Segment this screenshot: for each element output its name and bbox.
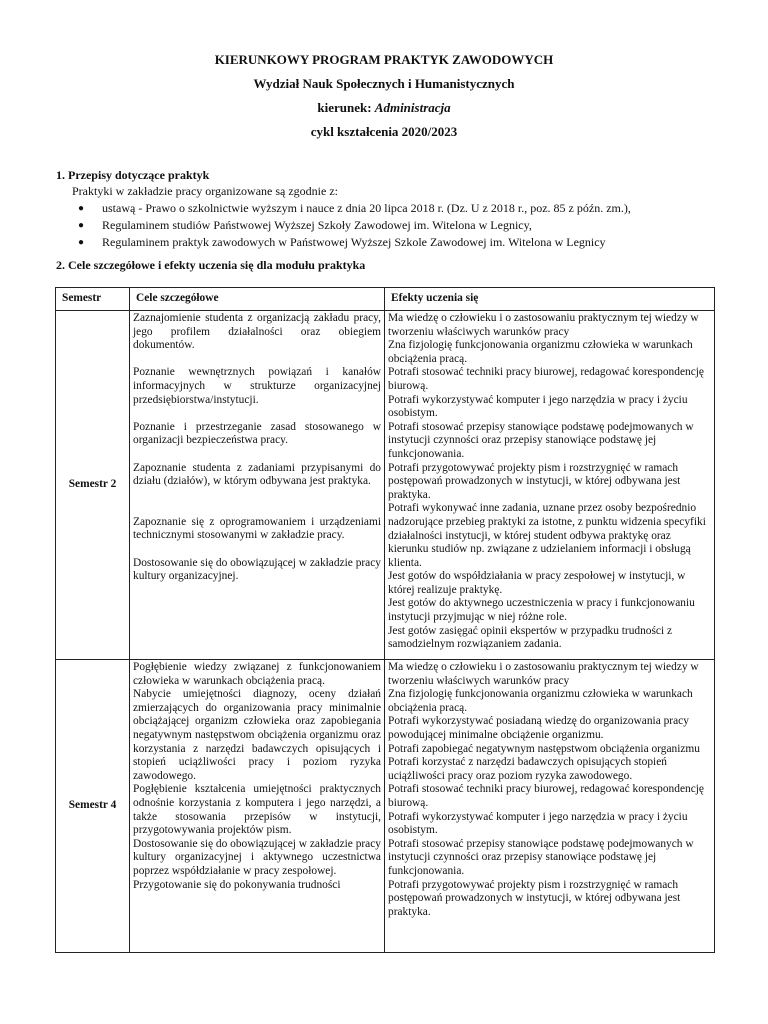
major-label: kierunek: [317, 100, 372, 115]
document-title: KIERUNKOWY PROGRAM PRAKTYK ZAWODOWYCH [214, 52, 554, 67]
effect-item: Jest gotów zasięgać opinii ekspertów w przypadku trudności z samodzielnym rozwiązaniem zadania. [388, 624, 673, 651]
table-row [56, 311, 715, 660]
list-item: ● Regulaminem studiów Państwowej Wyższej Szkoły Zawodowej im. Witelona w Legnicy, [78, 218, 532, 232]
effect-item: Potrafi wykorzystywać komputer i jego narzędzia w pracy i życiu osobistym. [388, 393, 688, 420]
table-row [56, 660, 715, 953]
semester-cell: Semestr 4 [56, 660, 130, 953]
header-effects: Efekty uczenia się [385, 288, 715, 311]
list-item: ● ustawą - Prawo o szkolnictwie wyższym i nauce z dnia 20 lipca 2018 r. (Dz. U z 2018 r., poz. 85 z późn. zm.), [78, 201, 631, 215]
effect-item: Potrafi przygotowywać projekty pism i rozstrzygnięć w ramach postępowań prowadzonych w instytucji, w której odbywana jest praktyka. [388, 461, 681, 501]
goal-item: Zapoznanie się z oprogramowaniem i urządzeniami technicznymi stosowanymi w zakładzie pracy. [133, 515, 381, 542]
goals-cell [130, 311, 385, 660]
goal-item: Poznanie wewnętrznych powiązań i kanałów informacyjnych w strukturze organizacyjnej przedsiębiorstwa/instytucji. [133, 366, 381, 406]
goal-item: Zapoznanie studenta z zadaniami przypisanymi do działu (działów), w którym odbywana jest praktyka. [133, 461, 381, 488]
goal-item: Dostosowanie się do obowiązującej w zakładzie pracy kultury organizacyjnej. [133, 556, 381, 583]
effect-item: Zna fizjologię funkcjonowania organizmu człowieka w warunkach obciążenia pracą. [388, 339, 693, 365]
effect-item: Potrafi wykorzystywać komputer i jego narzędzia w pracy i życiu osobistym. [388, 810, 688, 837]
goal-item: Dostosowanie się do obowiązującej w zakładzie pracy kultury organizacyjnej i aktywnego uczestnictwa poprzez współdziałanie w pracy zespołowej. [133, 837, 381, 877]
effect-item: Potrafi stosować techniki pracy biurowej, redagować korespondencję biurową. [388, 366, 704, 392]
effect-item: Potrafi zapobiegać negatywnym następstwom obciążenia organizmu [388, 742, 700, 755]
goal-item: Przygotowanie się do pokonywania trudności [133, 878, 341, 891]
bullet-icon: ● [78, 203, 85, 214]
table-header-row [56, 288, 715, 311]
regulations-list [78, 200, 631, 251]
goal-item: Pogłębienie kształcenia umiejętności praktycznych odnośnie korzystania z komputera i jego narzędzi, a także stosowania przepisów w instytucji, przygotowywania projektów pism. [133, 783, 381, 837]
effect-item: Potrafi stosować przepisy stanowiące podstawę podejmowanych w instytucji czynności oraz przepisy stanowiące podstawę jej funkcjonowania. [388, 837, 694, 877]
section-2-title: 2. Cele szczegółowe i efekty uczenia się dla modułu praktyka [56, 258, 366, 272]
effect-item: Jest gotów do aktywnego uczestniczenia w pracy i funkcjonowaniu instytucji przyjmując w niej różne role. [388, 597, 695, 624]
practice-program-table [55, 287, 715, 953]
major-line [0, 100, 768, 116]
effect-item: Potrafi przygotowywać projekty pism i rozstrzygnięć w ramach postępowań prowadzonych w instytucji, w której odbywana jest praktyka. [388, 878, 681, 918]
goal-item: Zaznajomienie studenta z organizacją zakładu pracy, jego profilem działalności oraz obiegiem dokumentów. [133, 312, 381, 352]
bullet-icon: ● [78, 220, 85, 231]
effect-item: Potrafi wykorzystywać posiadaną wiedzę do organizowania pracy powodującej minimalne obciążenie organizmu. [388, 715, 689, 741]
goals-cell [130, 660, 385, 953]
section-1-title: 1. Przepisy dotyczące praktyk [56, 168, 210, 182]
effect-item: Potrafi stosować techniki pracy biurowej, redagować korespondencję biurową. [388, 783, 704, 809]
semester-cell: Semestr 2 [56, 311, 130, 660]
major-value: Administracja [374, 100, 451, 115]
effect-item: Ma wiedzę o człowieku i o zastosowaniu praktycznym tej wiedzy w tworzeniu właściwych warunków pracy [388, 312, 699, 338]
effect-item: Zna fizjologię funkcjonowania organizmu człowieka w warunkach obciążenia pracą. [388, 688, 693, 714]
effects-cell [385, 311, 715, 660]
effects-cell [385, 660, 715, 953]
effect-item: Jest gotów do współdziałania w pracy zespołowej w instytucji, w której realizuje praktykę. [388, 570, 686, 596]
bullet-icon: ● [78, 237, 85, 248]
goal-item: Poznanie i przestrzeganie zasad stosowanego w organizacji bezpieczeństwa pracy. [133, 420, 381, 447]
section-1-intro: Praktyki w zakładzie pracy organizowane są zgodnie z: [72, 184, 339, 198]
header-semester: Semestr [56, 288, 130, 311]
effect-item: Potrafi wykonywać inne zadania, uznane przez osoby bezpośrednio nadzorujące przebieg praktyki za istotne, z punktu widzenia specyfiki działalności instytucji, w której student odbywa praktykę oraz kierunku studiów np. związane z udzielaniem informacji i obsługą klienta. [388, 502, 706, 569]
effect-item: Ma wiedzę o człowieku i o zastosowaniu praktycznym tej wiedzy w tworzeniu właściwych warunków pracy [388, 661, 699, 687]
goal-item: Nabycie umiejętności diagnozy, oceny działań zmierzających do organizowania pracy minimalnie obciążającej organizm człowieka oraz zapobiegania negatywnym następstwom obciążenia organizmu oraz korzystania z narzędzi badawczych opisujących i stopień uciążliwości pracy i poziom ryzyka zawodowego. [133, 688, 381, 782]
header-goals: Cele szczegółowe [130, 288, 385, 311]
effect-item: Potrafi korzystać z narzędzi badawczych opisujących stopień uciążliwości pracy oraz poziom ryzyka zawodowego. [388, 756, 667, 782]
effect-item: Potrafi stosować przepisy stanowiące podstawę podejmowanych w instytucji czynności oraz przepisy stanowiące podstawę jej funkcjonowania. [388, 420, 694, 460]
list-item: ● Regulaminem praktyk zawodowych w Państwowej Wyższej Szkole Zawodowej im. Witelona w Legnicy [78, 235, 606, 249]
education-cycle: cykl kształcenia 2020/2023 [310, 124, 458, 139]
goal-item: Pogłębienie wiedzy związanej z funkcjonowaniem człowieka w warunkach obciążenia pracą. [133, 661, 381, 687]
faculty-name: Wydział Nauk Społecznych i Humanistycznych [253, 76, 515, 91]
